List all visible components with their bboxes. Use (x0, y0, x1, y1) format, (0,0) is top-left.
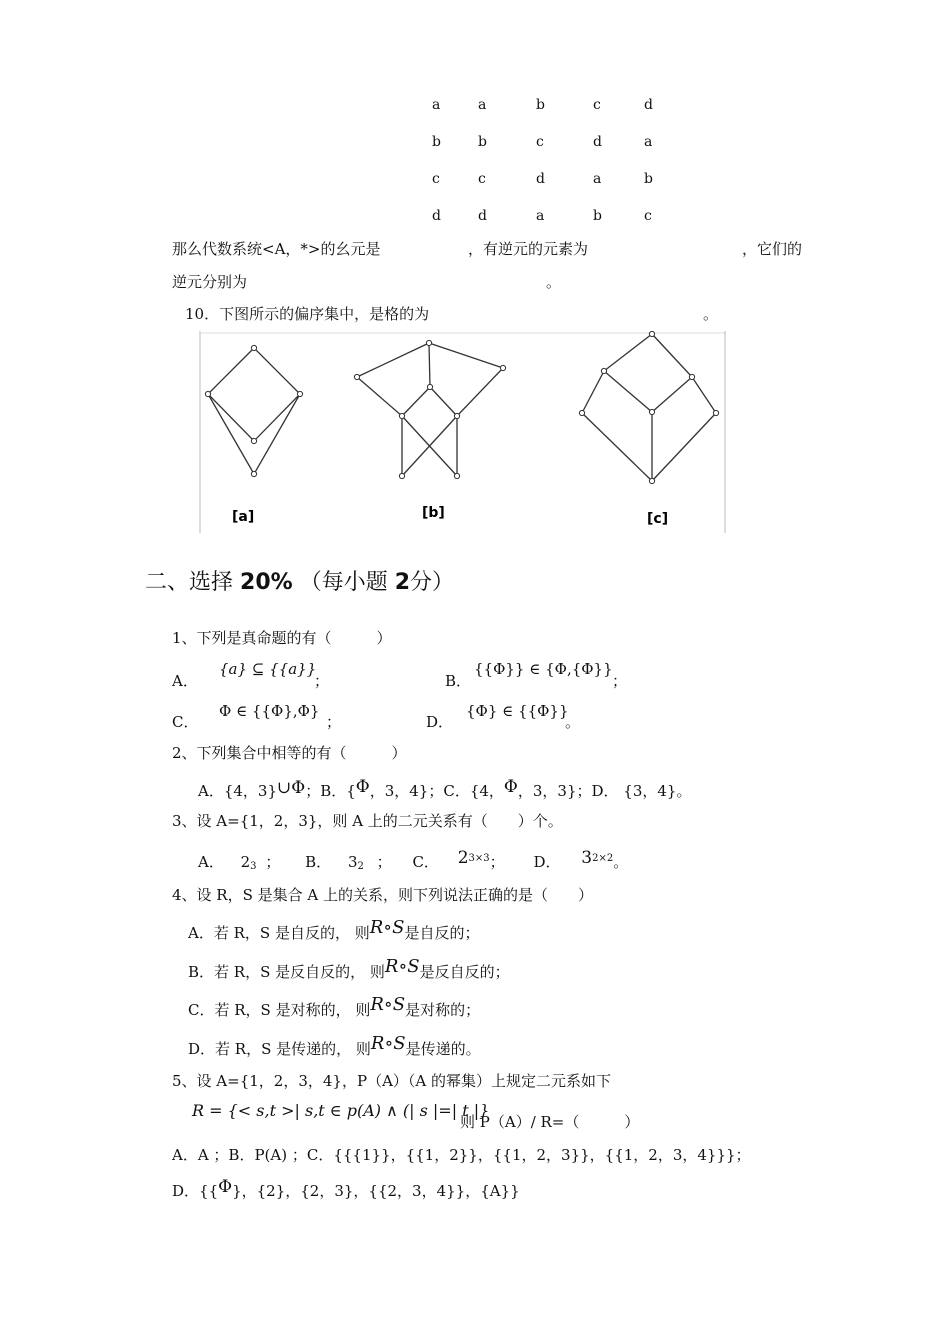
q4-option-a (188, 917, 480, 943)
q4-option-a-post: 是自反的； (404, 924, 480, 942)
section-title-text: 二、选择 (145, 570, 234, 595)
q3-option-c-end: ； (489, 853, 505, 871)
table-cell: a (536, 208, 545, 224)
table-cell: d (644, 97, 653, 113)
table-cell: a (593, 171, 602, 187)
q3-option-d-end: 。 (613, 853, 629, 871)
q4-option-c-pre: C．若 R，S 是对称的， 则 (188, 1001, 371, 1019)
q9-text-4: 逆元分别为 (172, 273, 248, 291)
table-cell: c (593, 97, 601, 113)
q4-option-d (188, 1033, 481, 1059)
section-title-score: 2 (394, 570, 411, 595)
diagram-label-b: [b] (422, 505, 445, 521)
q1-option-d-end: 。 (565, 713, 581, 731)
q1-option-d-label: D． (426, 713, 454, 731)
q9-text-5: 。 (546, 273, 562, 291)
q1-option-b-label: B． (445, 672, 472, 690)
table-cell: b (536, 97, 545, 113)
q5-option-abc: A．A ；B．P(A) ；C．{{{1}}，{{1，2}}，{{1，2，3}}，{{1，2，3，4}}}； (172, 1146, 751, 1164)
table-cell: a (478, 97, 487, 113)
q1-option-b-expr: {{Φ}} ∈ {Φ,{Φ}} (474, 660, 613, 678)
q4-option-b (188, 956, 510, 982)
q1-option-c-label: C． (172, 713, 199, 731)
q3-option-a-label: A． (198, 853, 224, 871)
q2-option-a: A．{4，3} (198, 782, 278, 800)
q10-end: 。 (703, 305, 719, 323)
q3-option-c-base: 2 (457, 848, 469, 868)
q5-option-d-phi: Φ (218, 1177, 233, 1197)
table-cell: d (593, 134, 602, 150)
q10-text: 10．下图所示的偏序集中，是格的为 (185, 305, 430, 323)
q4-option-c-expr: R∘S (370, 994, 406, 1015)
q1-option-d-expr: {Φ} ∈ {{Φ}} (466, 702, 569, 720)
q4-option-b-pre: B．若 R，S 是反自反的， 则 (188, 963, 385, 981)
table-cell: c (478, 171, 486, 187)
q4-option-a-pre: A．若 R，S 是自反的， 则 (188, 924, 370, 942)
q3-option-d-label: D． (533, 853, 561, 871)
q2-option-b-rest: ，3，4}；C．{4， (369, 782, 504, 800)
section-title-percent: 20% (240, 570, 293, 595)
q3-stem: 3、设 A={1，2，3}，则 A 上的二元关系有（ ）个。 (172, 812, 563, 830)
q9-text-1: 那么代数系统<A，*>的幺元是 (172, 240, 381, 258)
q3-option-c-exp: 3×3 (468, 853, 490, 864)
q5-formula-tail: 则 P（A）/ R=（ ） (460, 1113, 640, 1131)
q3-option-d-exp: 2×2 (592, 853, 614, 864)
diagram-label-a: [a] (232, 509, 255, 525)
table-cell: b (432, 134, 441, 150)
table-cell: b (644, 171, 653, 187)
table-cell: c (644, 208, 652, 224)
q5-formula: R = {< s,t >| s,t ∈ p(A) ∧ (| s |=| t |} (192, 1101, 490, 1120)
table-cell: b (478, 134, 487, 150)
table-cell: d (478, 208, 487, 224)
q3-option-a-exp: 3 (250, 861, 257, 872)
q3-option-d-base: 3 (581, 848, 593, 868)
q1-option-c-expr: Φ ∈ {{Φ},Φ} (219, 702, 320, 720)
q1-option-b-end: ； (612, 672, 628, 690)
q4-option-a-expr: R∘S (369, 917, 405, 938)
q3-option-b-end: ； (376, 853, 392, 871)
q4-option-b-post: 是反自反的； (419, 963, 510, 981)
q3-option-b-base: 3 (347, 853, 358, 871)
table-cell: a (644, 134, 653, 150)
q4-option-d-pre: D．若 R，S 是传递的， 则 (188, 1040, 371, 1058)
q5-option-d-post: }，{2}，{2，3}，{{2，3，4}}，{A}} (232, 1182, 520, 1200)
q9-text-2: ，有逆元的元素为 (468, 240, 589, 258)
q3-option-b-exp: 2 (357, 861, 364, 872)
table-cell: b (593, 208, 602, 224)
q2-option-a-union: ∪Φ (277, 778, 306, 798)
q1-option-a-end: ； (314, 672, 330, 690)
q3-option-b-label: B． (305, 853, 332, 871)
q4-option-d-post: 是传递的。 (405, 1040, 481, 1058)
q2-option-c-rest: ，3，3}；D． {3，4}。 (517, 782, 692, 800)
q9-text-3: ，它们的 (742, 240, 803, 258)
section-title (145, 565, 454, 596)
q4-option-c-post: 是对称的； (405, 1001, 481, 1019)
q3-option-a-base: 2 (240, 853, 251, 871)
q1-option-c-end: ； (326, 713, 342, 731)
diagram-label-c: [c] (647, 511, 669, 527)
q2-option-b-phi: Φ (355, 777, 370, 797)
q4-stem: 4、设 R，S 是集合 A 上的关系，则下列说法正确的是（ ） (172, 886, 594, 904)
q5-stem: 5、设 A={1，2，3，4}，P（A）（A 的幂集）上规定二元系如下 (172, 1072, 612, 1090)
q2-stem: 2、下列集合中相等的有（ ） (172, 744, 407, 762)
q4-option-d-expr: R∘S (370, 1033, 406, 1054)
q3-option-a-end: ； (265, 853, 281, 871)
section-title-unit: 分） (410, 570, 455, 595)
hasse-diagrams (198, 331, 728, 533)
q1-option-a-expr: {a} ⊆ {{a}} (219, 660, 317, 678)
q2-option-c-phi: Φ (503, 777, 518, 797)
q5-option-d (172, 1177, 520, 1201)
q5-option-d-pre: D．{{ (172, 1182, 219, 1200)
table-cell: a (432, 97, 441, 113)
q2-option-b: ；B．{ (305, 782, 356, 800)
q3-option-c-label: C． (412, 853, 439, 871)
table-cell: c (536, 134, 544, 150)
table-cell: d (536, 171, 545, 187)
q4-option-c (188, 994, 481, 1020)
table-cell: d (432, 208, 441, 224)
table-cell: c (432, 171, 440, 187)
q1-option-a-label: A． (172, 672, 198, 690)
q4-option-b-expr: R∘S (384, 956, 420, 977)
section-title-note: （每小题 (299, 570, 388, 595)
q2-options (198, 777, 691, 801)
q1-stem: 1、下列是真命题的有（ ） (172, 629, 392, 647)
q3-options (198, 848, 629, 872)
